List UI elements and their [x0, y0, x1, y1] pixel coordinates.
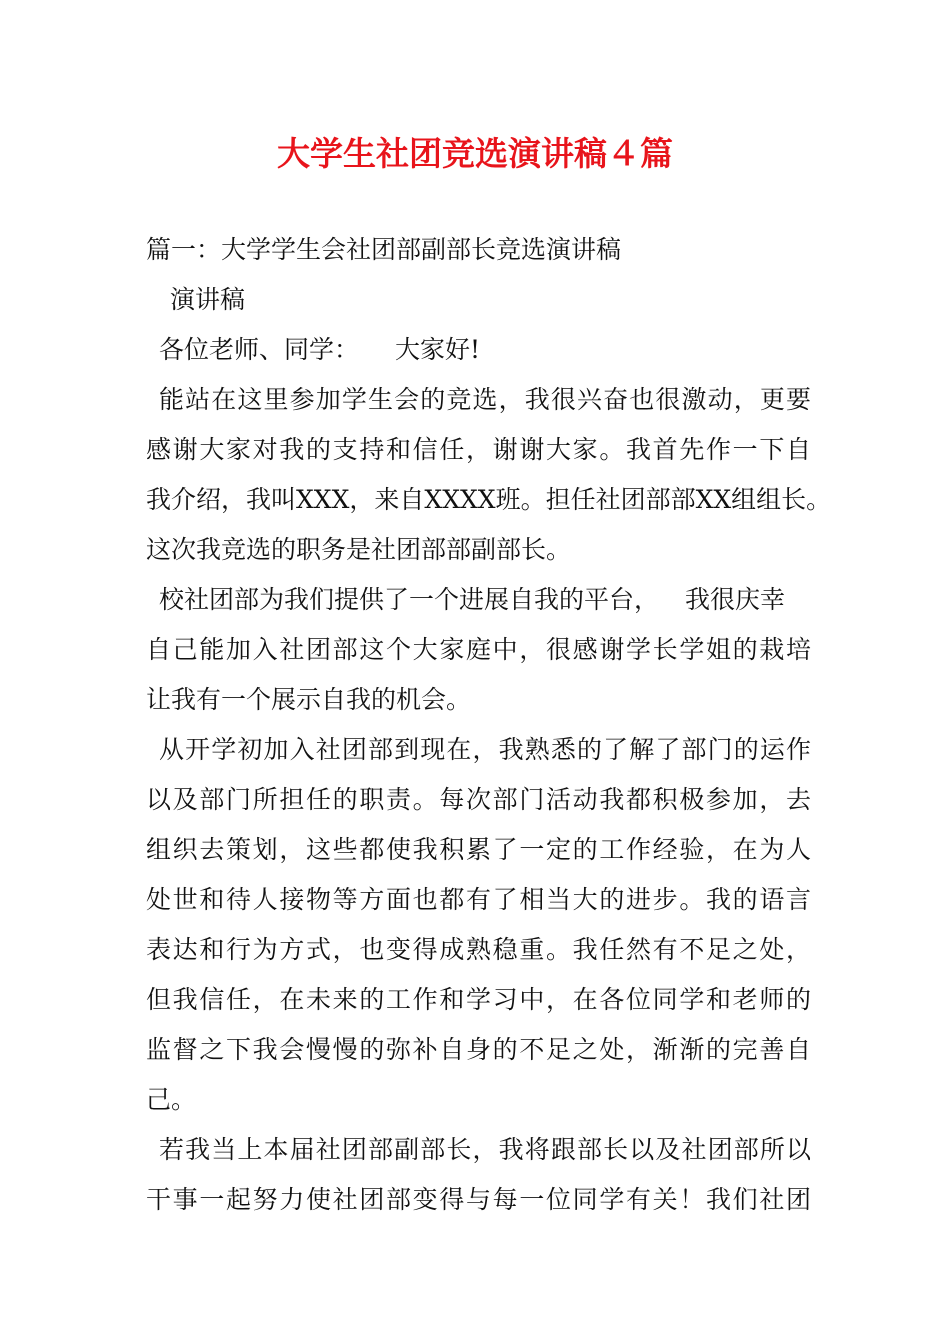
paragraph-line: 从开学初加入社团部到现在，我熟悉的了解了部门的运作 [159, 735, 811, 764]
greeting-audience: 各位老师、同学： [159, 335, 360, 364]
greeting-line [146, 325, 811, 375]
paragraph-line: 这次我竞选的职务是社团部部副部长。 [146, 535, 572, 564]
paragraph-line: 表达和行为方式，也变得成熟稳重。我任然有不足之处， [146, 935, 811, 964]
paragraph-line: 己。 [146, 1085, 197, 1114]
paragraph-line: 若我当上本届社团部副部长，我将跟部长以及社团部所以 [159, 1135, 811, 1164]
paragraph-line-part: 校社团部为我们提供了一个进展自我的平台， [159, 585, 660, 614]
paragraph-line [146, 575, 811, 625]
greeting-hello: 大家好! [395, 335, 481, 364]
paragraph-line-part: 我很庆幸 [685, 585, 786, 614]
paragraph-line: 但我信任，在未来的工作和学习中，在各位同学和老师的 [146, 985, 811, 1014]
paragraph-line: 处世和待人接物等方面也都有了相当大的进步。我的语言 [146, 885, 811, 914]
paragraph-line: 干事一起努力使社团部变得与每一位同学有关！我们社团 [146, 1185, 811, 1214]
paragraph-line: 我介绍，我叫XXX，来自XXXX班。担任社团部部XX组组长。 [146, 485, 832, 514]
paragraph-line: 让我有一个展示自我的机会。 [146, 685, 472, 714]
paragraph-line: 组织去策划，这些都使我积累了一定的工作经验，在为人 [146, 835, 811, 864]
paragraph-line: 自己能加入社团部这个大家庭中，很感谢学长学姐的栽培 [146, 635, 811, 664]
section-subheading: 演讲稿 [170, 285, 246, 314]
paragraph-line: 感谢大家对我的支持和信任，谢谢大家。我首先作一下自 [146, 435, 811, 464]
paragraph-line: 以及部门所担任的职责。每次部门活动我都积极参加，去 [146, 785, 811, 814]
document-body [146, 225, 832, 1225]
paragraph-line: 监督之下我会慢慢的弥补自身的不足之处，渐渐的完善自 [146, 1035, 811, 1064]
document-title: 大学生社团竞选演讲稿４篇 [277, 134, 673, 173]
paragraph-line: 能站在这里参加学生会的竞选，我很兴奋也很激动，更要 [159, 385, 811, 414]
section-heading: 篇一：大学学生会社团部副部长竞选演讲稿 [146, 235, 622, 264]
